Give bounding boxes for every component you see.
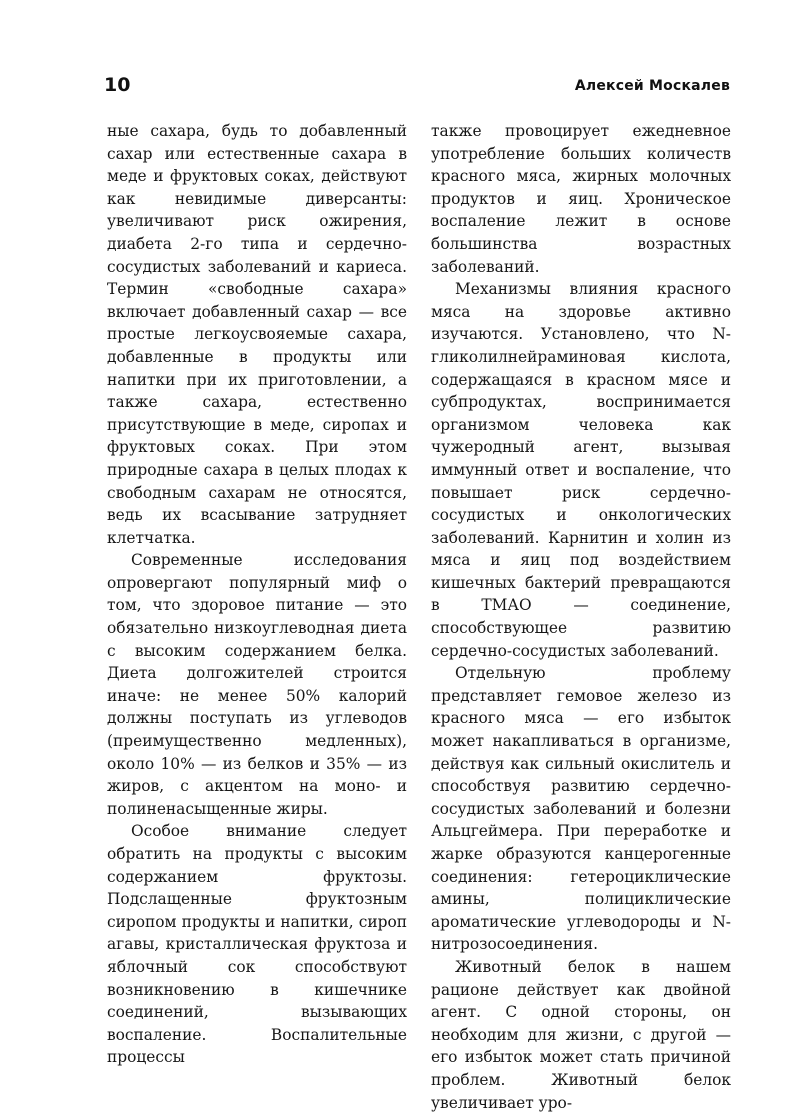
running-head-author: Алексей Москалев xyxy=(574,78,730,94)
text-column-right xyxy=(431,120,731,1114)
page-number: 10 xyxy=(104,74,131,96)
paragraph: Современные исследования опровергают популярный миф о том, что здоровое питание — это обязательно низкоуглеводная диета с высоким содержанием белка. Диета долгожителей строится иначе: не менее 50% калорий должны поступать из углеводов (преимущественно медленных), около 10% — из белков и 35% — из жиров, с акцентом на моно- и полиненасыщенные жиры. xyxy=(107,551,407,818)
paragraph: также провоцирует ежедневное употребление больших количеств красного мяса, жирных молочных продуктов и яиц. Хроническое воспаление лежит в основе большинства возрастных заболеваний. xyxy=(431,122,731,276)
paragraph: Животный белок в нашем рационе действует как двойной агент. С одной стороны, он необходим для жизни, с другой — его избыток может стать причиной проблем. Животный белок увеличивает уро- xyxy=(431,957,731,1112)
paragraph: ные сахара, будь то добавленный сахар или естественные сахара в меде и фруктовых соках, действуют как невидимые диверсанты: увеличивают риск ожирения, диабета 2-го типа и сердечно-сосудистых заболеваний и кариеса. Термин «свободные сахара» включает добавленный сахар — все простые легкоусвояемые сахара, добавленные в продукты или напитки при их приготовлении, а также сахара, естественно присутствующие в меде, сиропах и фруктовых соках. При этом природные сахара в целых плодах к свободным сахарам не относятся, ведь их всасывание затрудняет клетчатка. xyxy=(107,122,407,547)
text-column-left xyxy=(107,120,407,1069)
paragraph: Особое внимание следует обратить на продукты с высоким содержанием фруктозы. Подслащенные фруктозным сиропом продукты и напитки, сироп агавы, кристаллическая фруктоза и яблочный сок способствуют возникновению в кишечнике соединений, вызывающих воспаление. Воспалительные процессы xyxy=(107,822,407,1067)
paragraph: Отдельную проблему представляет гемовое железо из красного мяса — его избыток может накапливаться в организме, действуя как сильный окислитель и способствуя развитию сердечно-сосудистых заболеваний и болезни Альцгеймера. При переработке и жарке образуются канцерогенные соединения: гетероциклические амины, полициклические ароматические углеводороды и N-нитрозосоединения. xyxy=(431,664,731,954)
paragraph: Механизмы влияния красного мяса на здоровье активно изучаются. Установлено, что N-гликолилнейраминовая кислота, содержащаяся в красном мясе и субпродуктах, воспринимается организмом человека как чужеродный агент, вызывая иммунный ответ и воспаление, что повышает риск сердечно-сосудистых и онкологических заболеваний. Карнитин и холин из мяса и яиц под воздействием кишечных бактерий превращаются в ТМАО — соединение, способствующее развитию сердечно-сосудистых заболеваний. xyxy=(431,280,731,660)
